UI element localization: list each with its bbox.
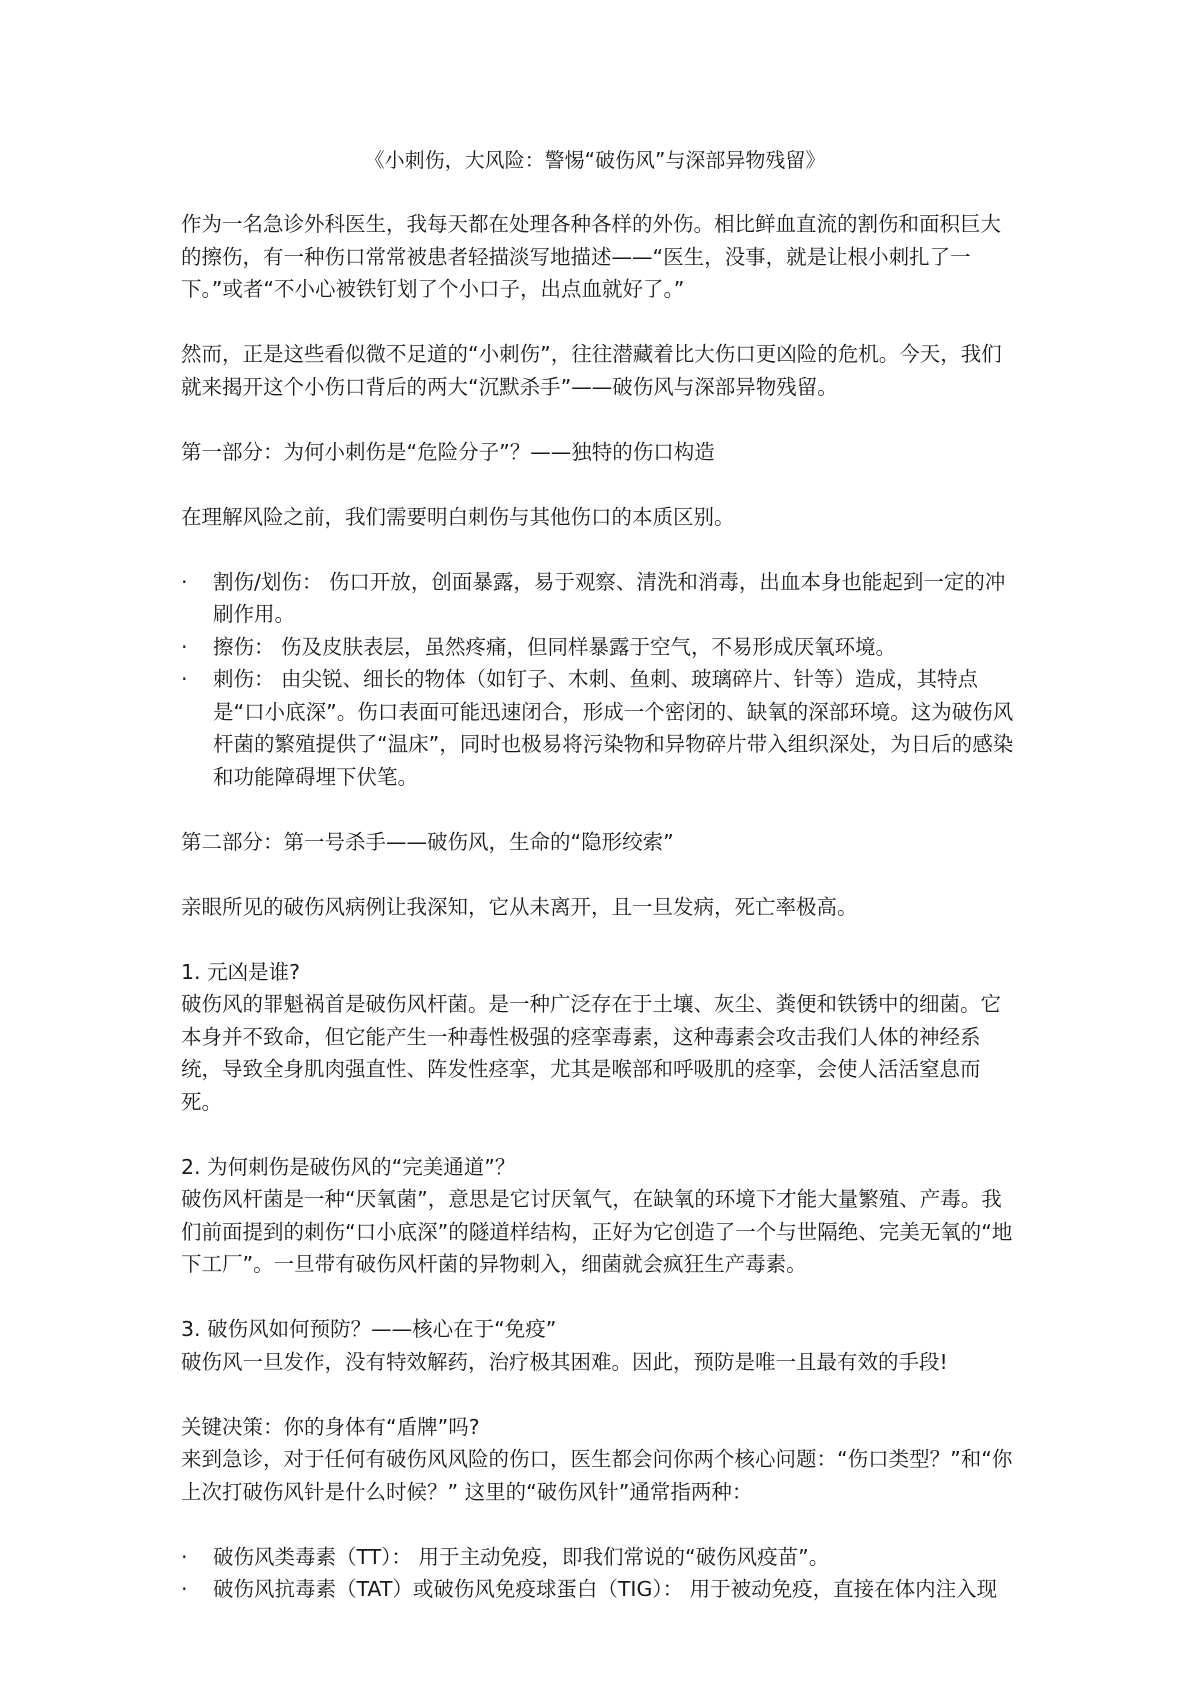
section-1-title: 1. 元凶是谁? — [181, 959, 300, 984]
bullet-text: 破伤风类毒素（TT）： 用于主动免疫，即我们常说的“破伤风疫苗”。 — [213, 1544, 830, 1569]
bullet-marker: · — [181, 667, 188, 691]
intro-paragraph-2: 然而，正是这些看似微不足道的“小刺伤”，往往潜藏着比大伤口更凶险的危机。今天，我们就来揭开这个小伤口背后的两大“沉默杀手”——破伤风与深部异物残留。 — [181, 342, 1002, 399]
key-decision-text: 来到急诊，对于任何有破伤风风险的伤口，医生都会问你两个核心问题：“伤口类型？”和“你上次打破伤风针是什么时候？” 这里的“破伤风针”通常指两种： — [181, 1447, 1013, 1504]
section-2-text: 破伤风杆菌是一种“厌氧菌”，意思是它讨厌氧气，在缺氧的环境下才能大量繁殖、产毒。我们前面提到的刺伤“口小底深”的隧道样结构，正好为它创造了一个与世隔绝、完美无氧的“地下工厂”。一旦带有破伤风杆菌的异物刺入，细菌就会疯狂生产毒素。 — [181, 1187, 1013, 1276]
part1-heading: 第一部分：为何小刺伤是“危险分子”？——独特的伤口构造 — [181, 439, 715, 464]
key-decision-title: 关键决策：你的身体有“盾牌”吗? — [181, 1414, 480, 1439]
list-item — [181, 663, 1021, 793]
bullet-marker: · — [181, 634, 188, 659]
bullet-text: 刺伤： 由尖锐、细长的物体（如钉子、木刺、鱼刺、玻璃碎片、针等）造成，其特点是“口小底深”。伤口表面可能迅速闭合，形成一个密闭的、缺氧的深部环境。这为破伤风杆菌的繁殖提供了“温床”，同时也极易将污染物和异物碎片带入组织深处，为日后的感染和功能障碍埋下伏笔。 — [213, 667, 1014, 789]
list-item — [181, 631, 1021, 664]
list-item — [181, 566, 1021, 631]
bullet-text: 割伤/划伤： 伤口开放，创面暴露，易于观察、清洗和消毒，出血本身也能起到一定的冲刷作用。 — [213, 569, 1006, 626]
document-title: 《小刺伤，大风险：警惕“破伤风”与深部异物残留》 — [364, 148, 826, 172]
part1-lead: 在理解风险之前，我们需要明白刺伤与其他伤口的本质区别。 — [181, 504, 735, 529]
intro-paragraph-1: 作为一名急诊外科医生，我每天都在处理各种各样的外伤。相比鲜血直流的割伤和面积巨大的擦伤，有一种伤口常常被患者轻描淡写地描述——“医生，没事，就是让根小刺扎了一下。”或者“不小心被铁钉划了个小口子，出点血就好了。” — [181, 212, 1001, 301]
section-3-title: 3. 破伤风如何预防？——核心在于“免疫” — [181, 1317, 557, 1341]
section-2-title: 2. 为何刺伤是破伤风的“完美通道”？ — [181, 1154, 516, 1179]
list-item — [181, 1573, 1021, 1606]
bullet-marker: · — [181, 569, 188, 594]
section-1-text: 破伤风的罪魁祸首是破伤风杆菌。是一种广泛存在于土壤、灰尘、粪便和铁锈中的细菌。它本身并不致命，但它能产生一种毒性极强的痉挛毒素，这种毒素会攻击我们人体的神经系统，导致全身肌肉强直性、阵发性痉挛，尤其是喉部和呼吸肌的痉挛，会使人活活窒息而死。 — [181, 992, 1001, 1114]
list-item — [181, 1541, 1021, 1574]
part2-heading: 第二部分：第一号杀手——破伤风，生命的“隐形绞索” — [181, 829, 674, 854]
part2-lead: 亲眼所见的破伤风病例让我深知，它从未离开，且一旦发病，死亡率极高。 — [181, 894, 858, 919]
bullet-marker: · — [181, 1577, 188, 1601]
bullet-text: 破伤风抗毒素（TAT）或破伤风免疫球蛋白（TIG）： 用于被动免疫，直接在体内注入现 — [213, 1577, 998, 1601]
section-3-text: 破伤风一旦发作，没有特效解药，治疗极其困难。因此，预防是唯一且最有效的手段! — [181, 1349, 948, 1374]
bullet-marker: · — [181, 1544, 188, 1569]
bullet-text: 擦伤： 伤及皮肤表层，虽然疼痛，但同样暴露于空气，不易形成厌氧环境。 — [213, 634, 897, 659]
document-body — [181, 208, 1021, 1606]
